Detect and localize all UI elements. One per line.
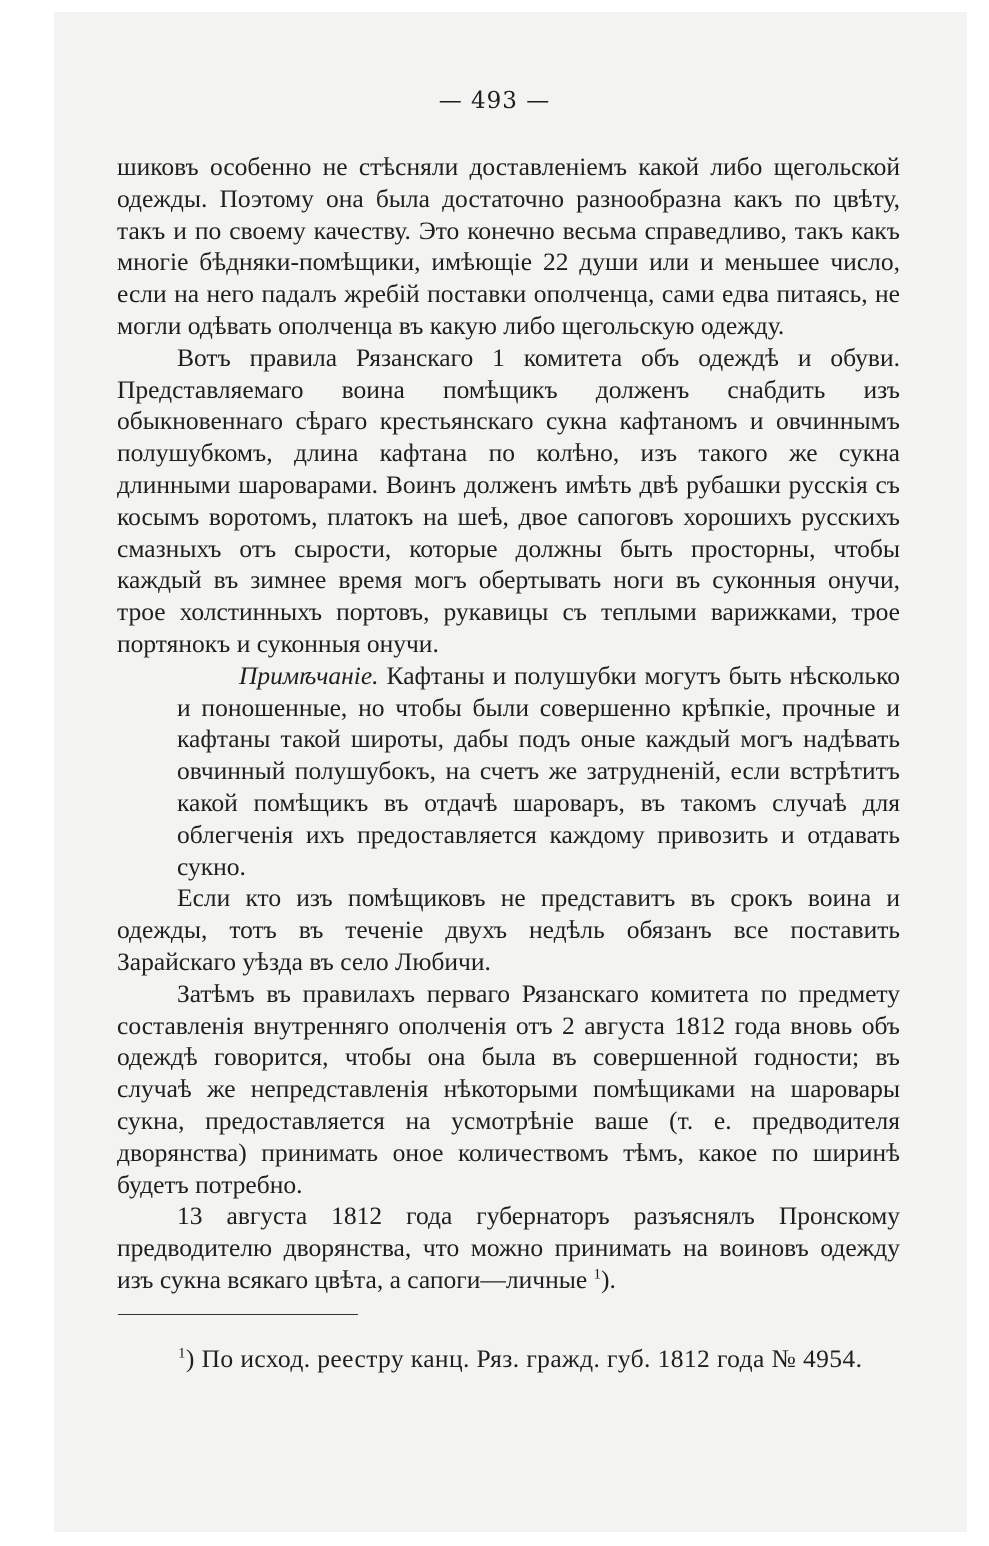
note-paragraph	[177, 660, 900, 883]
footnote-text: ) По исход. реестру канц. Ряз. гражд. губ. 1812 года № 4954.	[185, 1344, 863, 1373]
page-number: — 493 —	[438, 88, 551, 114]
footnote-ref-mark: 1	[593, 1266, 602, 1283]
main-text	[117, 151, 900, 1296]
paragraph-5-text: 13 августа 1812 года губернаторъ разъяснялъ Пронскому предводителю дворянства, что можно принимать на воиновъ одежду изъ сукна всякаго цвѣта, а сапоги—личные	[117, 1201, 900, 1294]
paragraph-3: Если кто изъ помѣщиковъ не представитъ въ срокъ воина и одежды, тотъ въ теченіе двухъ недѣль обязанъ все поставить Зарайскаго уѣзда въ село Любичи.	[117, 883, 900, 976]
footnote-mark: 1	[178, 1345, 186, 1362]
footnote-divider	[118, 1314, 358, 1315]
paragraph-5-end: ).	[601, 1264, 616, 1294]
note-label: Примѣчаніе.	[239, 660, 379, 690]
paragraph-4: Затѣмъ въ правилахъ перваго Рязанскаго комитета по предмету составленія внутренняго ополченія отъ 2 августа 1812 года вновь объ одеждѣ говорится, чтобы она была въ совершенной годности; въ случаѣ же непредставленія нѣкоторыми помѣщиками на шаровары сукна, предоставляется на усмотрѣніе ваше (т. е. предводителя дворянства) принимать оное количествомъ тѣмъ, какое по ширинѣ будетъ потребно.	[117, 978, 900, 1199]
paragraph-1: шиковъ особенно не стѣсняли доставленіемъ какой либо щегольской одежды. Поэтому она была достаточно разнообразна какъ по цвѣту, такъ и по своему качеству. Это конечно весьма справедливо, такъ какъ многіе бѣдняки-помѣщики, имѣющіе 22 души или и меньшее число, если на него падалъ жребій поставки ополченца, сами едва питаясь, не могли одѣвать ополченца въ какую либо щегольскую одежду.	[117, 152, 900, 340]
note-text: Кафтаны и полушубки могутъ быть нѣсколько и поношенные, но чтобы были совершенно крѣпкіе, прочные и кафтаны такой широты, дабы подъ оные каждый могъ надѣвать овчинный полушубокъ, на счетъ же затрудненій, если встрѣтитъ какой помѣщикъ въ отдачѣ шароваръ, въ такомъ случаѣ для облегченія ихъ предоставляется каждому привозить и отдавать сукно.	[177, 660, 900, 881]
paragraph-2: Вотъ правила Рязанскаго 1 комитета объ одеждѣ и обуви. Представляемаго воина помѣщикъ долженъ снабдить изъ обыкновеннаго сѣраго крестьянскаго сукна кафтаномъ и овчиннымъ полушубкомъ, длина кафтана по колѣно, изъ такого же сукна длинными шароварами. Воинъ долженъ имѣть двѣ рубашки русскія съ косымъ воротомъ, платокъ на шеѣ, двое сапоговъ хорошихъ русскихъ смазныхъ отъ сырости, которые должны быть просторны, чтобы каждый въ зимнее время могъ обертывать ноги въ суконныя онучи, трое холстинныхъ портовъ, рукавицы съ теплыми варижками, трое портянокъ и суконныя онучи.	[117, 342, 900, 658]
paragraph-5	[117, 1200, 900, 1295]
footnote	[178, 1344, 918, 1374]
